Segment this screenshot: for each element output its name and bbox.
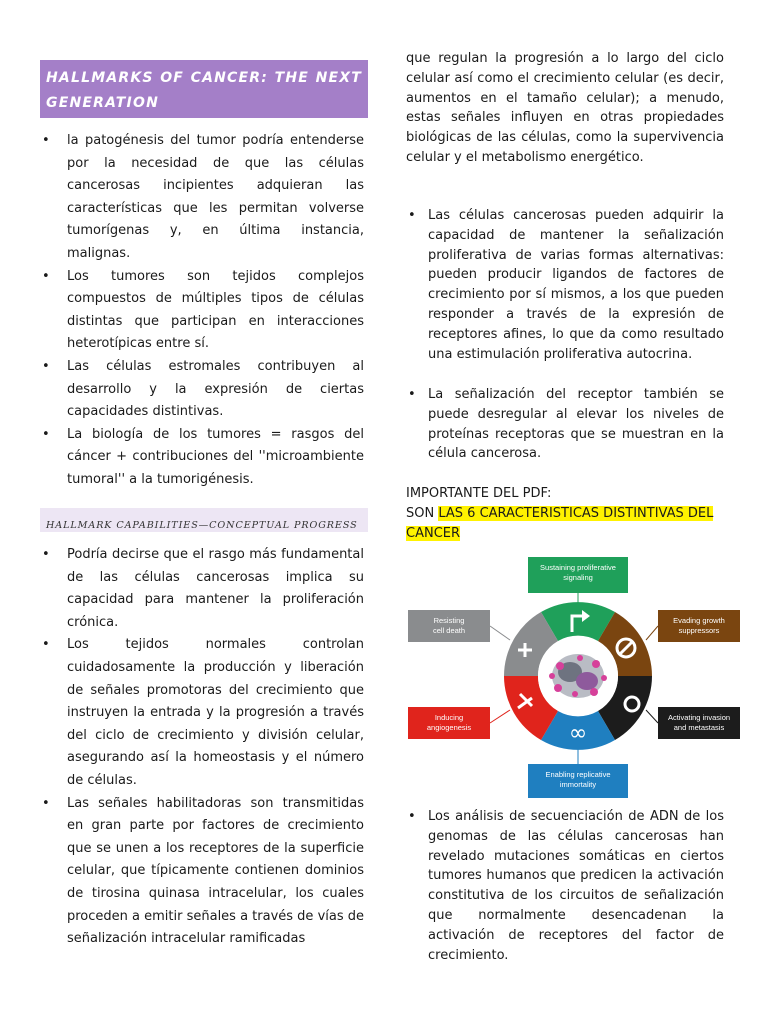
connector-left-top: [490, 626, 510, 640]
section-heading: HALLMARK CAPABILITIES—CONCEPTUAL PROGRESS: [46, 520, 358, 531]
right-bullet-list-3: [406, 807, 724, 965]
highlighted-text: LAS 6 CARACTERISTICAS DISTINTIVAS DEL CANCER: [406, 506, 714, 541]
list-item: • Los tejidos normales controlan cuidadosamente la producción y liberación de señales promotoras del crecimiento que instruyen la entrada y la progresión a través del ciclo de crecimiento y división celular, asegurando así la homeostasis y el número de células.: [40, 634, 364, 792]
label-cell-death-1: Resisting: [433, 616, 465, 625]
list-item: • Las señales habilitadoras son transmitidas en gran parte por factores de crecimiento que se unen a los receptores de la superficie celular, que típicamente contienen dominios de tirosina quinasa intracelular, los cuales proceden a emitir señales a través de vías de señalización intracelular ramificadas: [40, 793, 364, 951]
list-item: • La biología de los tumores = rasgos del cáncer + contribuciones del ''microambiente tumoral'' a la tumorigénesis.: [40, 424, 364, 492]
connector-right-top: [646, 626, 658, 640]
capabilities-bullet-list: [40, 544, 364, 951]
label-immortality-1: Enabling replicative: [545, 770, 611, 779]
hallmarks-diagram: [402, 550, 742, 800]
document-title: HALLMARKS OF CANCER: THE NEXT GENERATION: [46, 70, 362, 111]
list-item: • La señalización del receptor también se puede desregular al elevar los niveles de proteínas receptoras que se muestran en la célula cancerosa.: [406, 385, 724, 464]
label-immortality-2: immortality: [559, 780, 597, 789]
list-item: • Las células cancerosas pueden adquirir la capacidad de mantener la señalización proliferativa de varias formas alternativas: pueden producir ligandos de factores de crecimiento por sí mismos, a los que pueden responder a través de la expresión de receptores afines, lo que da como resultado una estimulación proliferativa autocrina.: [406, 206, 724, 364]
label-sustaining-1: Sustaining proliferative: [540, 563, 616, 572]
list-item: • la patogénesis del tumor podría entenderse por la necesidad de que las células cancerosas incipientes adquieran las características que les permitan volverse tumorígenas y, en última instancia, malignas.: [40, 130, 364, 266]
right-bullet-list-1: [406, 206, 724, 364]
label-evading-1: Evading growth: [673, 616, 725, 625]
label-evading-2: suppressors: [678, 626, 720, 635]
important-text: [406, 504, 724, 544]
label-sustaining-2: signaling: [563, 573, 593, 582]
important-label: IMPORTANTE DEL PDF:: [406, 486, 552, 501]
label-angiogenesis-1: Inducing: [434, 713, 464, 722]
infinity-icon: ∞: [568, 721, 588, 746]
intro-bullet-list: [40, 130, 364, 492]
important-prefix: SON: [406, 506, 439, 521]
label-invasion-1: Activating invasion: [667, 713, 731, 722]
connector-right-bottom: [646, 710, 658, 723]
title-banner: [40, 60, 368, 118]
important-note: [406, 484, 724, 544]
section-heading-banner: [40, 508, 368, 532]
label-invasion-2: and metastasis: [673, 723, 725, 732]
list-item: • Podría decirse que el rasgo más fundamental de las células cancerosas implica su capacidad para mantener la proliferación crónica.: [40, 544, 364, 634]
list-item: • Las células estromales contribuyen al desarrollo y la expresión de ciertas capacidades distintivas.: [40, 356, 364, 424]
label-cell-death-2: cell death: [432, 626, 466, 635]
right-bullet-list-2: [406, 385, 724, 464]
continued-paragraph: que regulan la progresión a lo largo del ciclo celular así como el crecimiento celular (es decir, aumentos en el tamaño celular); a menudo, estas señales influyen en otras propiedades biológicas de las células, como la supervivencia celular y el metabolismo energético.: [406, 51, 724, 165]
connector-left-bottom: [490, 710, 510, 723]
hallmarks-ring: [504, 602, 652, 750]
list-item: • Los análisis de secuenciación de ADN de los genomas de las células cancerosas han revelado mutaciones somáticas en ciertos tumores humanos que predicen la activación constitutiva de los circuitos de señalización que normalmente desencadenan la activación de receptores del factor de crecimiento.: [406, 807, 724, 965]
label-angiogenesis-2: angiogenesis: [426, 723, 472, 732]
list-item: • Los tumores son tejidos complejos compuestos de múltiples tipos de células distintas que participan en interacciones heterotípicas entre sí.: [40, 266, 364, 356]
